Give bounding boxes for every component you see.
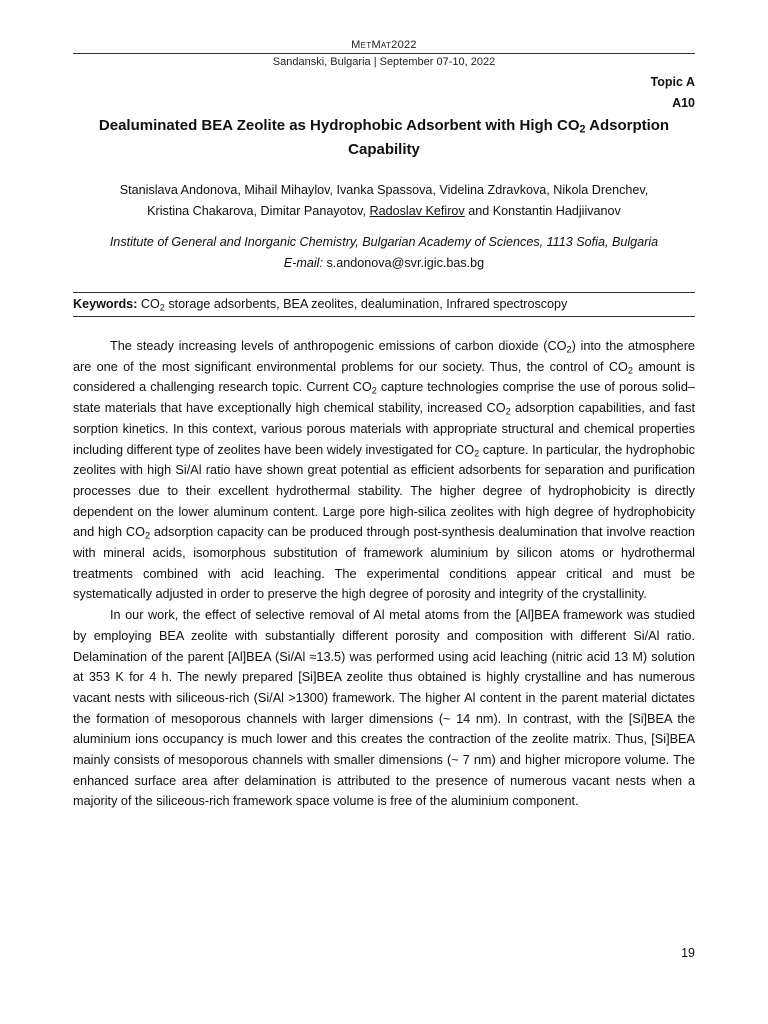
page-number: 19 xyxy=(681,946,695,960)
subscript: 2 xyxy=(371,385,377,396)
p1-segment: capture technologies comprise the use of porous solid–state materials that have exceptionally high chemical stability, increased CO xyxy=(73,380,695,416)
paper-title xyxy=(73,114,695,162)
email-line xyxy=(73,253,695,274)
p1-segment: capture. In particular, the hydrophobic zeolites with high Si/Al ratio have shown great potential as efficient adsorbents for separation and purification processes due to their excellent hydrothermal stability. The higher degree of hydrophobicity is directly dependent on the lower aluminum content. Large pore high-silica zeolites with high degree of hydrophobicity and high CO xyxy=(73,442,695,540)
authors-line-1: Stanislava Andonova, Mihail Mihaylov, Ivanka Spassova, Videlina Zdravkova, Nikola Drenchev, xyxy=(119,183,649,197)
institute: Institute of General and Inorganic Chemistry, Bulgarian Academy of Sciences, 1113 Sofia, Bulgaria xyxy=(109,235,659,249)
keywords-subscript: 2 xyxy=(159,302,165,313)
conference-name: MetMat2022 xyxy=(351,39,417,51)
p1-segment: ) into the atmosphere are one of the most significant environmental problems for our society. Thus, the control of CO xyxy=(73,339,695,374)
affiliation xyxy=(73,232,695,274)
email-address: s.andonova@svr.igic.bas.bg xyxy=(326,256,485,270)
header-rule xyxy=(73,53,695,54)
p1-segment: adsorption capacity can be produced through post-synthesis dealumination that involve reaction with mineral acids, isomorphous substitution of framework aluminium by silicon atoms or hydrothermal treatments combined with acid leaching. The experimental conditions appear critical and must be systematically adjusted in order to preserve the high degree of porosity and integrity of the crystallinity. xyxy=(73,525,695,602)
subscript: 2 xyxy=(144,530,151,541)
p1-segment: amount is considered a challenging research topic. Current CO xyxy=(73,359,696,395)
paragraph-2: In our work, the effect of selective removal of Al metal atoms from the [Al]BEA framework was studied by employing BEA zeolite with substantially different porosity and composition with different Si/Al ratio. Delamination of the parent [Al]BEA (Si/Al ≈13.5) was performed using acid leaching (nitric acid 13 M) solution at 353 K for 4 h. The newly prepared [Si]BEA zeolite thus obtained is highly crystalline and has numerous vacant nests with siliceous-rich (Si/Al >1300) framework. The higher Al content in the parent material dictates the formation of mesoporous channels with larger dimensions (~ 14 nm). In contrast, with the [Si]BEA the aluminium ions occupancy is much lower and this creates the contraction of the zeolite matrix. Thus, [Si]BEA mainly consists of mesoporous channels with smaller dimensions (~ 7 nm) and higher micropore volume. The enhanced surface area after delamination is attributed to the presence of numerous vacant nests when a majority of the siliceous-rich framework space volume is free of the aluminium component. xyxy=(73,608,695,809)
keywords-post: storage adsorbents, BEA zeolites, dealumination, Infrared spectroscopy xyxy=(164,297,568,311)
subscript: 2 xyxy=(474,447,480,458)
authors-line-2-pre: Kristina Chakarova, Dimitar Panayotov, xyxy=(147,204,370,218)
subscript: 2 xyxy=(627,364,633,375)
p1-segment: adsorption capabilities, and fast sorption kinetics. In this context, various porous materials with appropriate structural and chemical properties including different type of zeolites have been widely investigated for CO xyxy=(73,401,695,457)
email-label: E-mail: xyxy=(283,256,323,270)
keywords-label: Keywords: xyxy=(73,297,138,311)
title-text-post: Adsorption Capability xyxy=(348,117,670,158)
title-subscript: 2 xyxy=(579,123,586,136)
subscript: 2 xyxy=(505,406,511,417)
authors-line-2 xyxy=(73,201,695,222)
topic-label: Topic A xyxy=(650,75,695,89)
abstract-body xyxy=(73,336,695,812)
authors-line-2-post: and Konstantin Hadjiivanov xyxy=(464,204,621,218)
conference-place-date: Sandanski, Bulgaria | September 07-10, 2022 xyxy=(272,56,496,68)
author-list xyxy=(73,180,695,222)
keywords-box xyxy=(73,292,695,317)
abstract-code: A10 xyxy=(672,96,695,110)
presenting-author: Radoslav Kefirov xyxy=(369,204,465,218)
subscript: 2 xyxy=(566,344,572,355)
title-text-pre: Dealuminated BEA Zeolite as Hydrophobic Adsorbent with High CO xyxy=(98,117,580,134)
p1-segment: The steady increasing levels of anthropogenic emissions of carbon dioxide (CO xyxy=(110,339,567,353)
paper-page xyxy=(73,38,695,812)
keywords-pre: CO xyxy=(140,297,160,311)
paragraph-1 xyxy=(73,336,695,605)
